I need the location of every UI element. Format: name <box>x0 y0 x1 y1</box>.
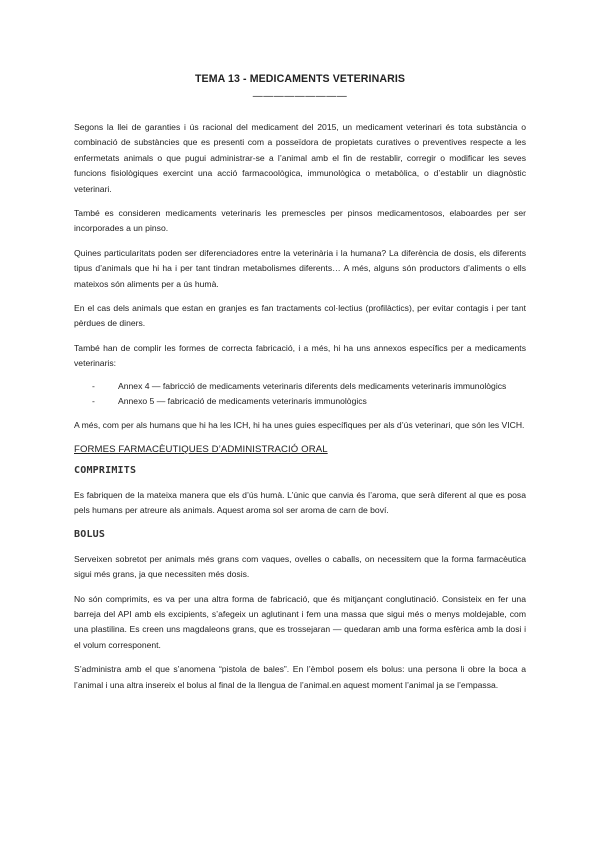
subheading-comprimits: COMPRIMITS <box>74 464 137 476</box>
paragraph-bolus-manufacture: No són comprimits, es va per una altra forma de fabricació, que és mitjançant conglutinació. Consisteix en fer una barreja del API amb els excipients, s’afegeix un aglutinant i fem una massa que sigui més o menys moldejable, com una plastilina. Es creen uns magdaleons grans, que es trossejaran — quedaran amb una forma esfèrica amb la dosi i el volum corresponent. <box>74 593 526 650</box>
list-bullet: - <box>92 396 95 407</box>
subheading-bolus: BOLUS <box>74 528 106 540</box>
annex-item-4 <box>92 379 526 394</box>
paragraph-farms: En el cas dels animals que estan en granjes es fan tractaments col·lectius (profilàctics), per evitar contagis i per tant pèrdues de diners. <box>74 303 526 329</box>
annex-item-text: Annex 4 — fabricció de medicaments veterinaris diferents dels medicaments veterinaris immunològics <box>118 380 507 391</box>
list-bullet: - <box>92 380 95 391</box>
annex-item-5 <box>92 394 526 409</box>
paragraph-premixes: També es consideren medicaments veterinaris les premescles per pinsos medicamentosos, elaboardes per ser incorporades a un pinso. <box>74 208 526 234</box>
title-underline: ————————— <box>252 91 348 102</box>
paragraph-bolus-use: Serveixen sobretot per animals més grans com vaques, ovelles o caballs, on necessitem que la forma farmacèutica sigui més grans, ja que necessiten més dosis. <box>74 553 526 580</box>
annex-list <box>74 379 526 410</box>
paragraph-bolus-administration: S’administra amb el que s’anomena “pistola de bales”. En l’èmbol posem els bolus: una persona li obre la boca a l’animal i una altra insereix el bolus al final de la llengua de l’animal.en aquest moment l’animal ja se l’empassa. <box>74 664 526 690</box>
paragraph-comprimits: Es fabriquen de la mateixa manera que els d’ús humà. L’únic que canvia és l’aroma, que serà diferent al que es posa pels humans per atreure als animals. Aquest aroma sol ser aroma de carn de boví. <box>74 489 526 516</box>
paragraph-vich: A més, com per als humans que hi ha les ICH, hi ha unes guies específiques per als d’ús veterinari, que són les VICH. <box>74 419 525 430</box>
page-title: TEMA 13 - MEDICAMENTS VETERINARIS <box>194 73 406 85</box>
paragraph-differences: Quines particularitats poden ser diferenciadores entre la veterinària i la humana? La diferència de dosis, els diferents tipus d’animals que hi ha i per tant tindran metabolismes diferents… A més, alguns són productors d’aliments o ells mateixos són aliments per a ús humà. <box>74 247 526 289</box>
section-heading-oral-forms: FORMES FARMACÈUTIQUES D’ADMINISTRACIÓ ORAL <box>74 443 328 455</box>
annex-item-text: Annexo 5 — fabricació de medicaments veterinaris immunològics <box>118 396 367 407</box>
paragraph-definition: Segons la llei de garanties i ús racional del medicament del 2015, un medicament veterinari és tota substància o combinació de substàncies que es presenti com a posseïdora de propietats curatives o preventives respecte a les enfermetats animals o que pugui administrar-se a l’animal amb el fin de restablir, corregir o modificar les seves funcions fisiològiques exercint una acció farmacoològica, immunològica o metabòlica, o d’establir un diagnòstic veterinari. <box>74 122 526 194</box>
paragraph-manufacturing: També han de complir les formes de correcta fabricació, i a més, hi ha uns annexos específics per a medicaments veterinaris: <box>74 342 526 369</box>
